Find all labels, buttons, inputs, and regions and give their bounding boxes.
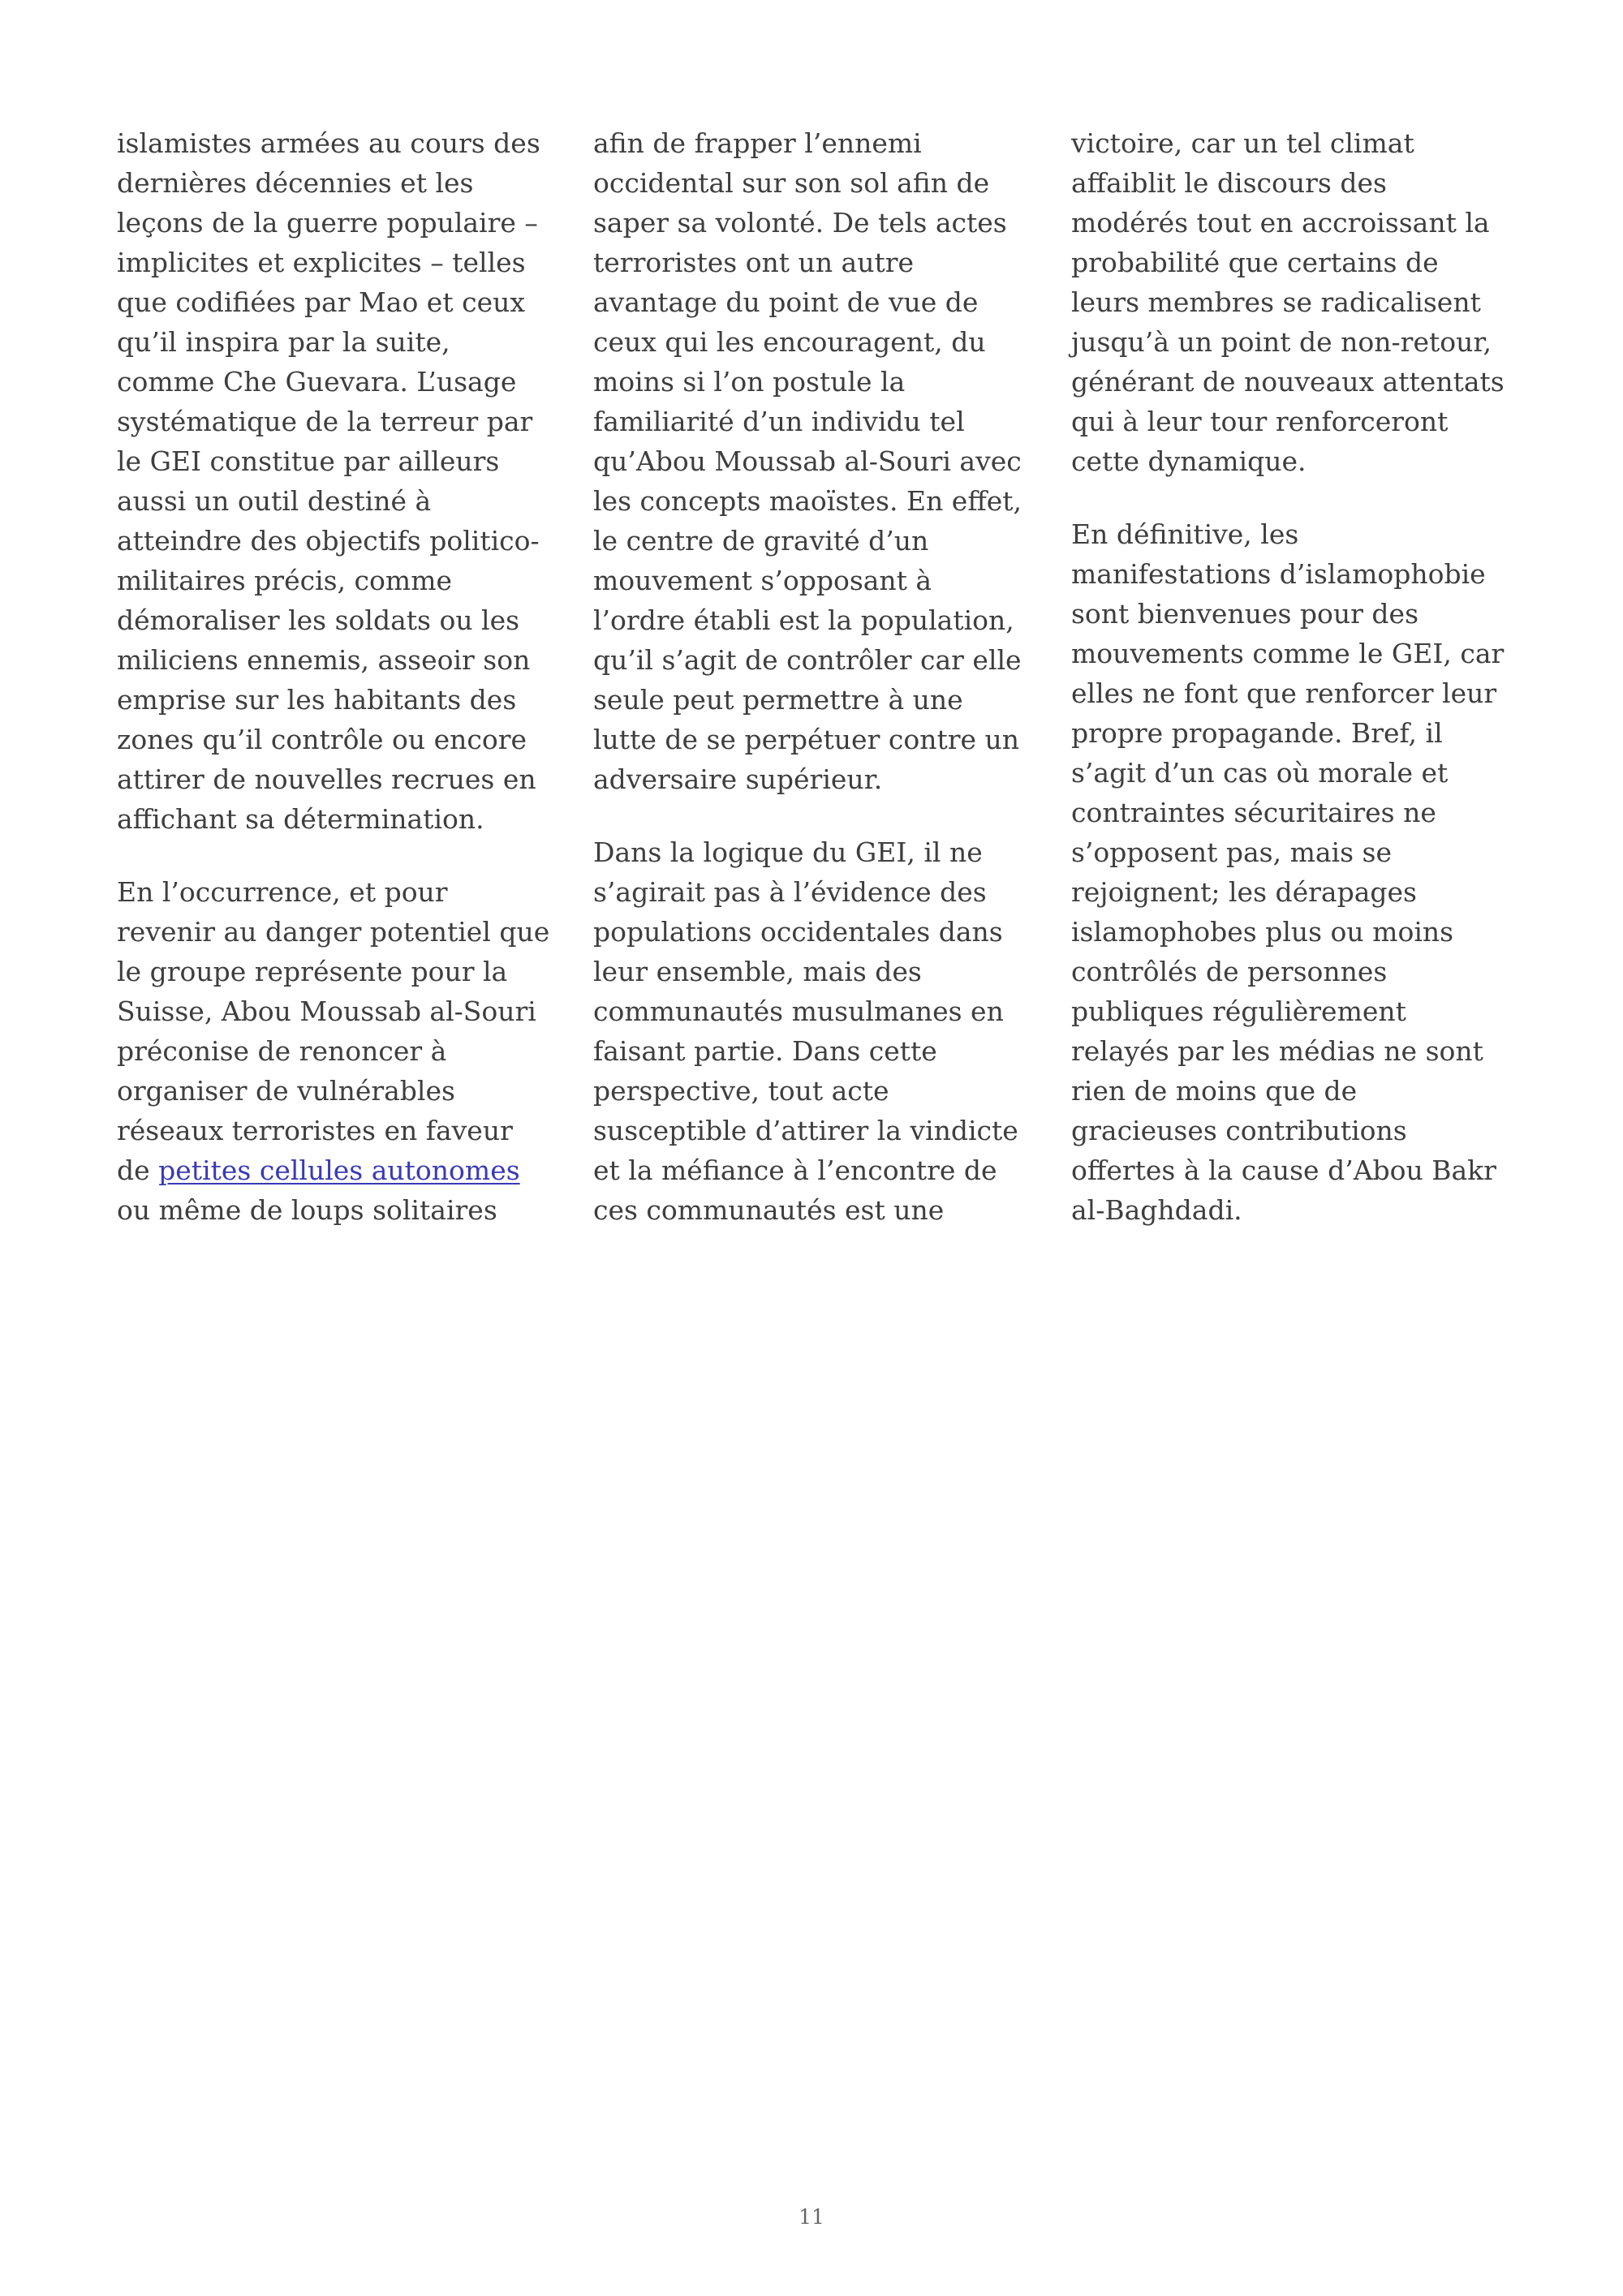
text-column-2 xyxy=(593,123,1044,1263)
text-column-1 xyxy=(117,123,568,1263)
text-column-3 xyxy=(1071,123,1522,1263)
paragraph: Dans la logique du GEI, il ne s’agirait pas à l’évidence des populations occidentales dans leur ensemble, mais des communautés musulmanes en faisant partie. Dans cette perspective, tout acte susceptible d’attirer la vindicte et la méfiance à l’encontre de ces communautés est une xyxy=(593,836,1018,1226)
paragraph: islamistes armées au cours des dernières décennies et les leçons de la guerre populaire – implicites et explicites – telles que codifiées par Mao et ceux qu’il inspira par la suite, comme Che Guevara. L’usage systématique de la terreur par le GEI constitue par ailleurs aussi un outil destiné à atteindre des objectifs politico- militaires précis, comme démoraliser les soldats ou les miliciens ennemis, asseoir son emprise sur les habitants des zones qu’il contrôle ou encore attirer de nouvelles recrues en affichant sa détermination. xyxy=(117,127,540,835)
paragraph-text: ou même de loups solitaires xyxy=(117,1194,497,1226)
paragraph: afin de frapper l’ennemi occidental sur son sol afin de saper sa volonté. De tels actes terroristes ont un autre avantage du point de vue de ceux qui les encouragent, du moins si l’on postule la familiarité d’un individu tel qu’Abou Moussab al-Souri avec les concepts maoïstes. En effet, le centre de gravité d’un mouvement s’opposant à l’ordre établi est la population, qu’il s’agit de contrôler car elle seule peut permettre à une lutte de se perpétuer contre un adversaire supérieur. xyxy=(593,127,1022,795)
paragraph: victoire, car un tel climat affaiblit le discours des modérés tout en accroissant la probabilité que certains de leurs membres se radicalisent jusqu’à un point de non-retour, générant de nouveaux attentats qui à leur tour renforceront cette dynamique. xyxy=(1071,127,1505,477)
link-petites-cellules-autonomes[interactable]: petites cellules autonomes xyxy=(158,1154,520,1186)
paragraph-with-link xyxy=(117,872,568,1230)
paragraph: En définitive, les manifestations d’islamophobie sont bienvenues pour des mouvements comme le GEI, car elles ne font que renforcer leur propre propagande. Bref, il s’agit d’un cas où morale et contraintes sécuritaires ne s’opposent pas, mais se rejoignent; les dérapages islamophobes plus ou moins contrôlés de personnes publiques régulièrement relayés par les médias ne sont rien de moins que de gracieuses contributions offertes à la cause d’Abou Bakr al-Baghdadi. xyxy=(1071,518,1505,1226)
page-number: 11 xyxy=(799,2205,824,2229)
paragraph-text: En l’occurrence, et pour revenir au danger potentiel que le groupe représente pour la Suisse, Abou Moussab al-Souri préconise de renoncer à organiser de vulnérables réseaux terroristes en faveur de xyxy=(117,876,550,1186)
